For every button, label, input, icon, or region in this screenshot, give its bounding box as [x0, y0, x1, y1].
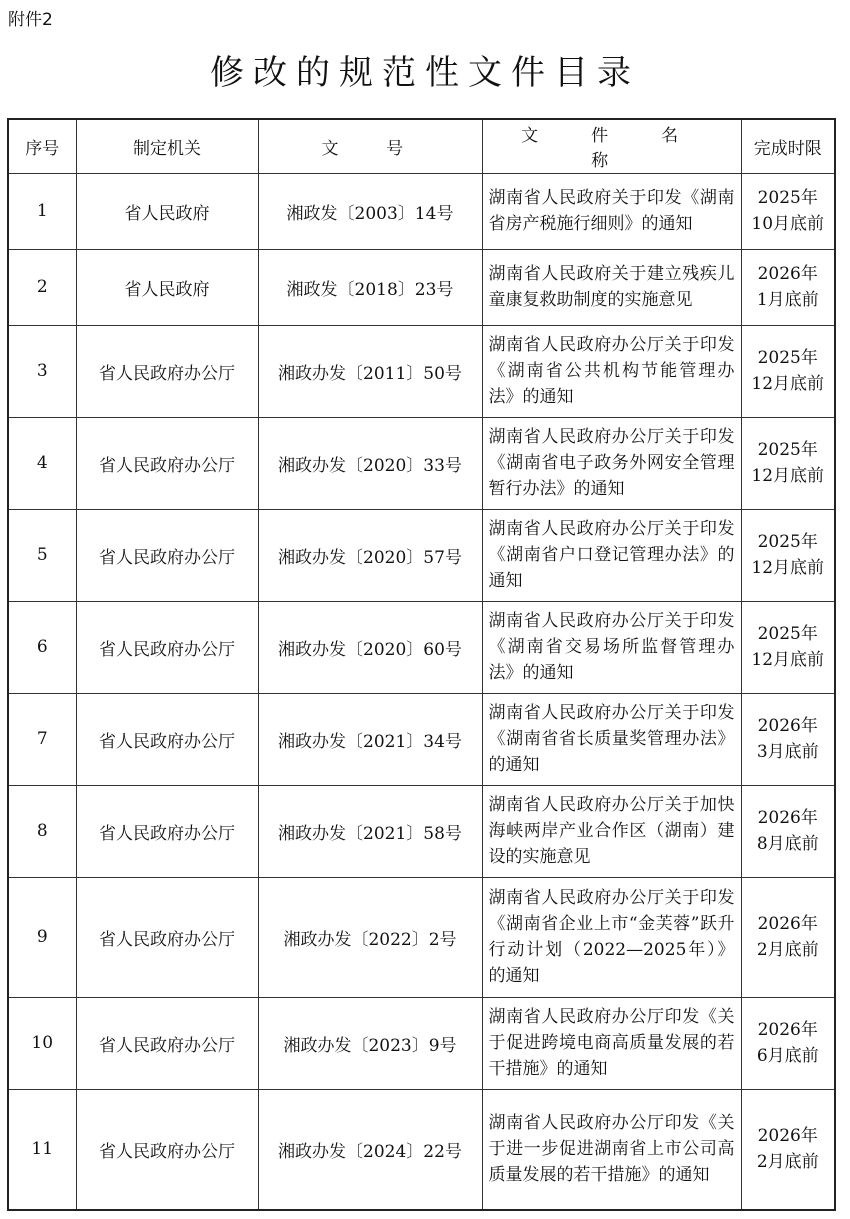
row-number: 10: [8, 997, 76, 1089]
row-file-name: 湖南省人民政府关于建立残疾儿童康复救助制度的实施意见: [482, 249, 741, 325]
row-doc-number: 湘政发〔2003〕14号: [258, 173, 482, 249]
table-row: [8, 509, 835, 601]
row-deadline: [741, 173, 835, 249]
row-number: 7: [8, 693, 76, 785]
row-number: 8: [8, 785, 76, 877]
attachment-label: 附件2: [8, 10, 53, 30]
row-doc-number: 湘政发〔2018〕23号: [258, 249, 482, 325]
row-file-name: 湖南省人民政府办公厅关于印发《湖南省户口登记管理办法》的通知: [482, 509, 741, 601]
row-file-name: 湖南省人民政府办公厅关于印发《湖南省公共机构节能管理办法》的通知: [482, 325, 741, 417]
row-number: 5: [8, 509, 76, 601]
deadline-month: 6月底前: [756, 1046, 819, 1066]
table-row: [8, 785, 835, 877]
deadline-year: 2026年: [757, 1126, 818, 1147]
deadline-month: 10月底前: [751, 214, 825, 234]
row-file-name: 湖南省人民政府办公厅印发《关于进一步促进湖南省上市公司高质量发展的若干措施》的通知: [482, 1089, 741, 1210]
deadline-year: 2025年: [757, 624, 818, 644]
row-number: 9: [8, 877, 76, 997]
table-row: [8, 693, 835, 785]
row-deadline: [741, 249, 835, 325]
row-deadline: [741, 785, 835, 877]
row-number: 1: [8, 173, 76, 249]
deadline-month: 12月底前: [751, 558, 825, 578]
row-issuer: 省人民政府办公厅: [76, 325, 258, 417]
table-row: [8, 417, 835, 509]
row-number: 11: [8, 1089, 76, 1210]
row-issuer: 省人民政府办公厅: [76, 509, 258, 601]
deadline-month: 12月底前: [751, 466, 825, 486]
row-issuer: 省人民政府办公厅: [76, 997, 258, 1089]
deadline-year: 2026年: [757, 808, 818, 828]
deadline-month: 2月底前: [756, 940, 819, 960]
row-doc-number: 湘政办发〔2020〕33号: [258, 417, 482, 509]
row-number: 4: [8, 417, 76, 509]
row-issuer: 省人民政府办公厅: [76, 785, 258, 877]
row-deadline: [741, 1089, 835, 1210]
deadline-month: 12月底前: [751, 650, 825, 670]
header-deadline: 完成时限: [741, 119, 835, 173]
row-file-name: 湖南省人民政府办公厅关于印发《湖南省电子政务外网安全管理暂行办法》的通知: [482, 417, 741, 509]
deadline-year: 2026年: [757, 914, 818, 934]
row-file-name: 湖南省人民政府办公厅关于加快海峡两岸产业合作区（湖南）建设的实施意见: [482, 785, 741, 877]
row-file-name: 湖南省人民政府关于印发《湖南省房产税施行细则》的通知: [482, 173, 741, 249]
row-issuer: 省人民政府办公厅: [76, 601, 258, 693]
row-issuer: 省人民政府办公厅: [76, 417, 258, 509]
table-row: [8, 249, 835, 325]
deadline-month: 2月底前: [756, 1152, 819, 1173]
row-deadline: [741, 509, 835, 601]
header-file-name: 文 件 名 称: [482, 119, 741, 173]
deadline-year: 2026年: [757, 716, 818, 736]
row-deadline: [741, 417, 835, 509]
header-doc-no: 文 号: [258, 119, 482, 173]
row-doc-number: 湘政办发〔2021〕34号: [258, 693, 482, 785]
row-issuer: 省人民政府: [76, 173, 258, 249]
deadline-year: 2025年: [757, 348, 818, 368]
deadline-month: 12月底前: [751, 374, 825, 394]
document-catalog-table: [7, 118, 836, 1211]
row-issuer: 省人民政府: [76, 249, 258, 325]
row-deadline: [741, 997, 835, 1089]
row-number: 3: [8, 325, 76, 417]
page-title: 修改的规范性文件目录: [210, 53, 640, 93]
row-doc-number: 湘政办发〔2020〕57号: [258, 509, 482, 601]
table-row: [8, 601, 835, 693]
row-issuer: 省人民政府办公厅: [76, 877, 258, 997]
deadline-year: 2026年: [757, 1020, 818, 1040]
row-issuer: 省人民政府办公厅: [76, 1089, 258, 1210]
row-doc-number: 湘政办发〔2023〕9号: [258, 997, 482, 1089]
row-deadline: [741, 877, 835, 997]
table-row: [8, 325, 835, 417]
header-no: 序号: [8, 119, 76, 173]
table-header-row: [8, 119, 835, 173]
deadline-year: 2025年: [757, 532, 818, 552]
table-row: [8, 877, 835, 997]
row-doc-number: 湘政办发〔2020〕60号: [258, 601, 482, 693]
table-row: [8, 1089, 835, 1210]
row-deadline: [741, 325, 835, 417]
row-doc-number: 湘政办发〔2022〕2号: [258, 877, 482, 997]
deadline-year: 2026年: [757, 264, 818, 284]
deadline-month: 8月底前: [756, 834, 819, 854]
row-doc-number: 湘政办发〔2024〕22号: [258, 1089, 482, 1210]
row-doc-number: 湘政办发〔2011〕50号: [258, 325, 482, 417]
deadline-month: 3月底前: [756, 742, 819, 762]
row-deadline: [741, 601, 835, 693]
row-issuer: 省人民政府办公厅: [76, 693, 258, 785]
row-number: 6: [8, 601, 76, 693]
table-row: [8, 997, 835, 1089]
row-file-name: 湖南省人民政府办公厅关于印发《湖南省企业上市“金芙蓉”跃升行动计划（2022—2025年）》的通知: [482, 877, 741, 997]
row-deadline: [741, 693, 835, 785]
row-doc-number: 湘政办发〔2021〕58号: [258, 785, 482, 877]
row-file-name: 湖南省人民政府办公厅关于印发《湖南省省长质量奖管理办法》的通知: [482, 693, 741, 785]
table-row: [8, 173, 835, 249]
deadline-year: 2025年: [757, 188, 818, 208]
header-issuer: 制定机关: [76, 119, 258, 173]
row-file-name: 湖南省人民政府办公厅关于印发《湖南省交易场所监督管理办法》的通知: [482, 601, 741, 693]
deadline-year: 2025年: [757, 440, 818, 460]
row-number: 2: [8, 249, 76, 325]
deadline-month: 1月底前: [756, 290, 819, 310]
row-file-name: 湖南省人民政府办公厅印发《关于促进跨境电商高质量发展的若干措施》的通知: [482, 997, 741, 1089]
